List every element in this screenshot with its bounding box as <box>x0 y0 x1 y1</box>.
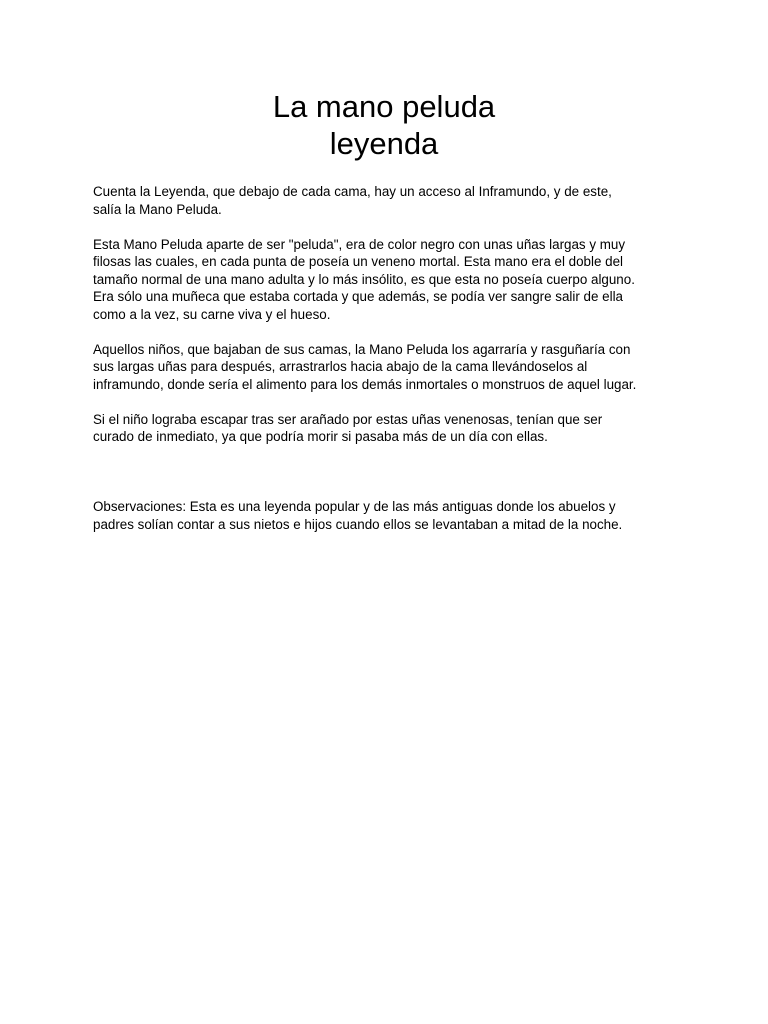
paragraph-line: inframundo, donde sería el alimento para los demás inmortales o monstruos de aquel lugar. <box>93 376 637 392</box>
paragraph-description <box>93 236 678 324</box>
title-line-1: La mano peluda <box>272 89 496 124</box>
paragraph-line: salía la Mano Peluda. <box>93 201 222 217</box>
document-body <box>93 183 678 551</box>
paragraph-line: tamaño normal de una mano adulta y lo más insólito, es que esta no poseía cuerpo alguno. <box>93 271 635 287</box>
paragraph-line: Cuenta la Leyenda, que debajo de cada cama, hay un acceso al Inframundo, y de este, <box>93 184 612 199</box>
paragraph-intro <box>93 183 678 218</box>
paragraph-children <box>93 341 678 394</box>
paragraph-line: padres solían contar a sus nietos e hijos cuando ellos se levantaban a mitad de la noche. <box>93 516 623 532</box>
document-title <box>0 88 768 162</box>
paragraph-line: Observaciones: Esta es una leyenda popular y de las más antiguas donde los abuelos y <box>93 499 616 514</box>
paragraph-line: Esta Mano Peluda aparte de ser "peluda", era de color negro con unas uñas largas y muy <box>93 236 626 252</box>
paragraph-line: Aquellos niños, que bajaban de sus camas, la Mano Peluda los agarraría y rasguñaría con <box>93 341 631 357</box>
paragraph-line: Era sólo una muñeca que estaba cortada y que además, se podía ver sangre salir de ella <box>93 289 624 304</box>
paragraph-escape <box>93 411 678 446</box>
paragraph-line: como a la vez, su carne viva y el hueso. <box>93 306 331 322</box>
title-line-2: leyenda <box>329 126 439 161</box>
paragraph-observaciones <box>93 498 678 533</box>
paragraph-line: Si el niño lograba escapar tras ser arañado por estas uñas venenosas, tenían que ser <box>93 411 603 427</box>
paragraph-line: filosas las cuales, en cada punta de poseía un veneno mortal. Esta mano era el doble del <box>93 254 624 269</box>
paragraph-line: sus largas uñas para después, arrastrarlos hacia abajo de la cama llevándoselos al <box>93 359 588 374</box>
paragraph-line: curado de inmediato, ya que podría morir si pasaba más de un día con ellas. <box>93 429 548 444</box>
